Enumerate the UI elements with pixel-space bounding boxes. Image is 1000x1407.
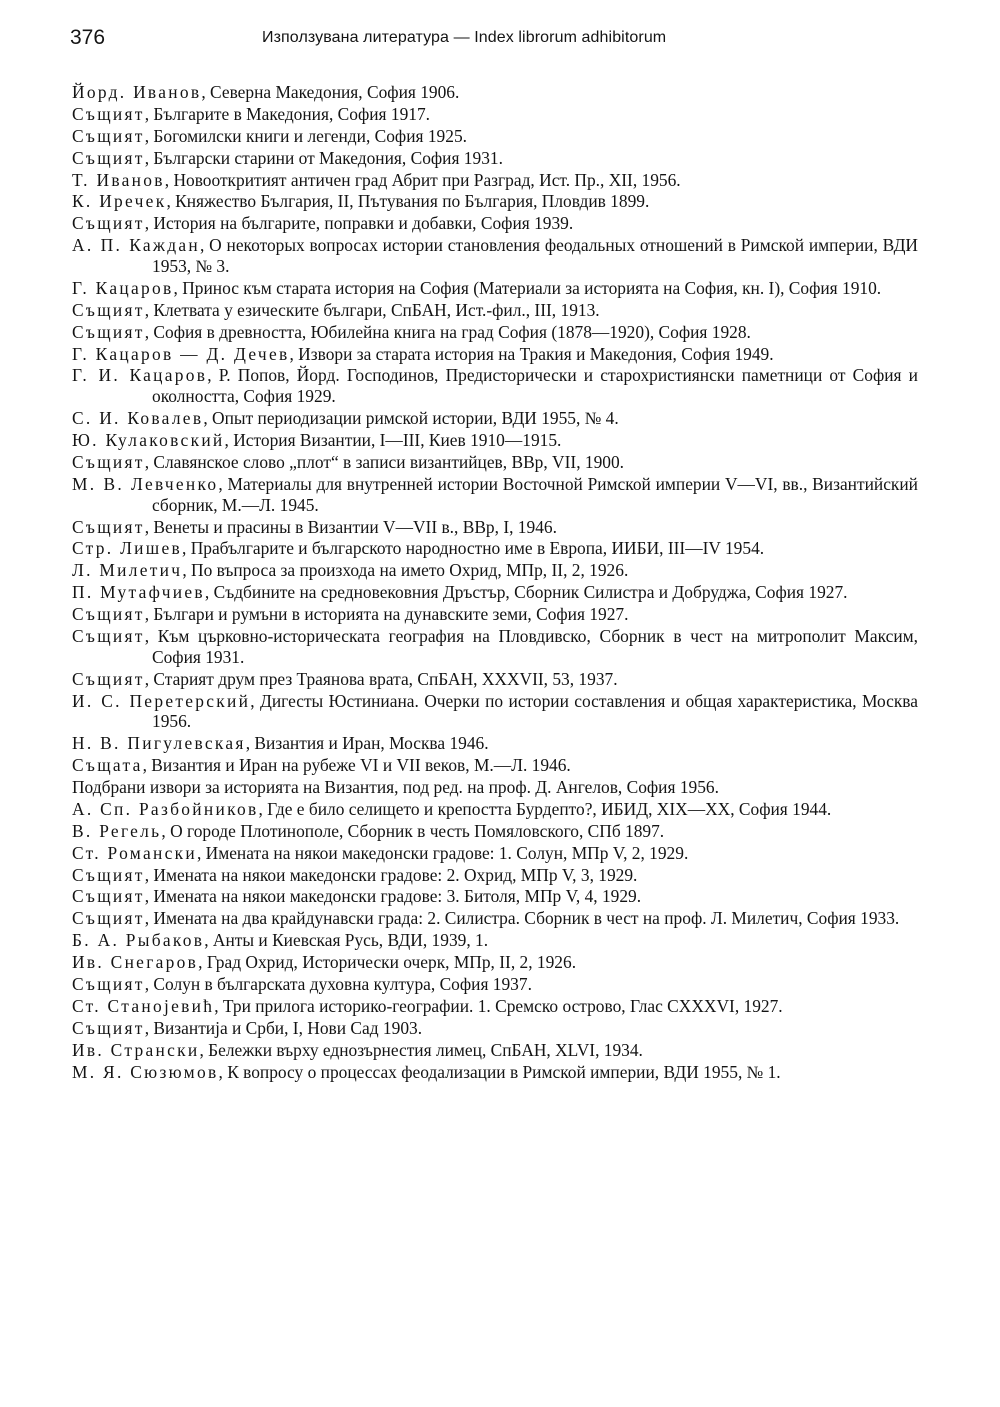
bibliography-entry xyxy=(72,344,918,365)
entry-text: , Византия и Иран на рубеже VI и VII веков, М.—Л. 1946. xyxy=(142,755,571,776)
entry-author: Същият xyxy=(72,451,145,472)
entry-text: , София в древността, Юбилейна книга на град София (1878—1920), София 1928. xyxy=(144,321,751,342)
entry-author: М. Я. Сюзюмов xyxy=(72,1061,219,1082)
entry-text: , Византија и Срби, I, Нови Сад 1903. xyxy=(144,1017,423,1038)
bibliography-entry xyxy=(72,560,918,581)
entry-author: Г. И. Кацаров xyxy=(72,365,208,386)
entry-text: , Клетвата у езическите българи, СпБАН, Ист.-фил., III, 1913. xyxy=(144,299,600,320)
bibliography-entry xyxy=(72,213,918,234)
bibliography-entry xyxy=(72,974,918,995)
entry-text: , Материалы для внутренней истории Восточной Римской империи V—VI, вв., Византийский сборник, М.—Л. 1945. xyxy=(152,473,918,515)
bibliography-entry xyxy=(72,777,918,798)
bibliography-entry xyxy=(72,235,918,277)
entry-author: Ю. Кулаковский xyxy=(72,430,225,451)
entry-text: , Богомилски книги и легенди, София 1925. xyxy=(144,125,467,146)
bibliography-entry xyxy=(72,278,918,299)
bibliography-entry xyxy=(72,517,918,538)
entry-text: , Дигесты Юстиниана. Очерки по истории составления и общая характеристика, Москва 1956. xyxy=(152,690,918,732)
bibliography-entry xyxy=(72,865,918,886)
entry-text: , Имената на някои македонски градове: 3. Битоля, МПр V, 4, 1929. xyxy=(144,886,642,907)
entry-text: , Где е било селището и крепостта Бурдепто?, ИБИД, XIX—XX, София 1944. xyxy=(258,798,832,819)
entry-text: , Р. Попов, Йорд. Господинов, Предисторически и старохристиянски паметници от София и околността, София 1929. xyxy=(152,365,918,407)
bibliography-entry xyxy=(72,1062,918,1083)
bibliography-entry xyxy=(72,843,918,864)
entry-text: , Старият друм през Траянова врата, СпБАН, XXXVII, 53, 1937. xyxy=(144,668,618,689)
entry-author: С. И. Ковалев xyxy=(72,408,204,429)
bibliography-entry xyxy=(72,538,918,559)
bibliography-entry xyxy=(72,82,918,103)
bibliography-entry xyxy=(72,799,918,820)
bibliography-entry xyxy=(72,126,918,147)
entry-author: Ив. Снегаров xyxy=(72,952,199,973)
entry-author: Същата xyxy=(72,755,143,776)
entry-author: А. П. Каждан xyxy=(72,235,200,256)
entry-text: , Имената на някои македонски градове: 2. Охрид, МПр V, 3, 1929. xyxy=(144,864,638,885)
entry-text: , Имената на някои македонски градове: 1. Солун, МПр V, 2, 1929. xyxy=(196,842,689,863)
entry-author: Същият xyxy=(72,125,145,146)
entry-text: , Три прилога историко-географии. 1. Сремско острово, Глас CXXXVI, 1927. xyxy=(214,995,783,1016)
bibliography-entry xyxy=(72,996,918,1017)
entry-author: Стр. Лишев xyxy=(72,538,182,559)
bibliography-entry xyxy=(72,430,918,451)
entry-author: Ст. Станојевић xyxy=(72,995,215,1016)
bibliography-entry xyxy=(72,191,918,212)
page-header xyxy=(70,26,930,54)
entry-author: Същият xyxy=(72,886,145,907)
entry-author: Същият xyxy=(72,516,145,537)
bibliography-entry xyxy=(72,952,918,973)
entry-author: Г. Кацаров — Д. Дечев xyxy=(72,343,290,364)
entry-text: , Български старини от Македония, София 1931. xyxy=(144,147,503,168)
entry-author: В. Регель xyxy=(72,820,162,841)
entry-text: , Северна Македония, София 1906. xyxy=(201,82,460,102)
entry-author: М. В. Левченко xyxy=(72,473,219,494)
entry-author: Л. Милетич xyxy=(72,560,183,581)
entry-author: Ив. Странски xyxy=(72,1039,200,1060)
bibliography-entry xyxy=(72,733,918,754)
entry-author: Същият xyxy=(72,321,145,342)
entry-author: Н. В. Пигулевская xyxy=(72,733,246,754)
entry-text: , История на българите, поправки и добавки, София 1939. xyxy=(144,213,574,234)
entry-text: , Опыт периодизации римской истории, ВДИ 1955, № 4. xyxy=(203,408,619,429)
entry-text: , Към църковно-историческата география на Пловдивско, Сборник в чест на митрополит Максим, София 1931. xyxy=(144,625,918,667)
bibliography-entry xyxy=(72,886,918,907)
entry-text: , Бележки върху еднозърнестия лимец, СпБАН, XLVI, 1934. xyxy=(199,1039,643,1060)
entry-text: , Княжество България, II, Пътувания по България, Пловдив 1899. xyxy=(166,191,650,212)
bibliography-entry xyxy=(72,1018,918,1039)
entry-author: Същият xyxy=(72,864,145,885)
page-number: 376 xyxy=(70,26,106,49)
entry-author: Т. Иванов xyxy=(72,169,165,190)
entry-text: , Българите в Македония, София 1917. xyxy=(144,103,431,124)
entry-text: , Българи и румъни в историята на дунавските земи, София 1927. xyxy=(144,604,629,625)
bibliography-entry xyxy=(72,148,918,169)
bibliography-list xyxy=(72,82,918,1084)
bibliography-entry xyxy=(72,930,918,951)
bibliography-entry xyxy=(72,908,918,929)
bibliography-entry xyxy=(72,365,918,407)
bibliography-entry xyxy=(72,821,918,842)
entry-author: П. Мутафчиев xyxy=(72,582,205,603)
entry-author: Същият xyxy=(72,668,145,689)
entry-text: , Съдбините на средновековния Дръстър, Сборник Силистра и Добруджа, София 1927. xyxy=(204,582,848,603)
entry-author: Йорд. Иванов xyxy=(72,82,202,102)
entry-author: Същият xyxy=(72,213,145,234)
entry-text: Подбрани извори за историята на Византия, под ред. на проф. Д. Ангелов, София 1956. xyxy=(72,777,719,798)
bibliography-entry xyxy=(72,604,918,625)
entry-author: Ст. Романски xyxy=(72,842,197,863)
entry-text: , Прабългарите и българското народностно име в Европа, ИИБИ, III—IV 1954. xyxy=(182,538,765,559)
entry-text: , История Византии, I—III, Киев 1910—1915. xyxy=(224,430,562,451)
entry-author: Същият xyxy=(72,299,145,320)
entry-text: , Имената на два крайдунавски града: 2. Силистра. Сборник в чест на проф. Л. Милетич, София 1933. xyxy=(144,908,900,929)
bibliography-entry xyxy=(72,626,918,668)
bibliography-entry xyxy=(72,300,918,321)
entry-text: , По въпроса за произхода на името Охрид, МПр, II, 2, 1926. xyxy=(182,560,629,581)
bibliography-entry xyxy=(72,474,918,516)
entry-text: , Анты и Киевская Русь, ВДИ, 1939, 1. xyxy=(204,930,489,951)
running-title: Използувана литература — Index librorum adhibitorum xyxy=(262,29,667,46)
entry-author: Г. Кацаров xyxy=(72,277,174,298)
bibliography-entry xyxy=(72,669,918,690)
entry-text: , Византия и Иран, Москва 1946. xyxy=(245,733,489,754)
entry-author: А. Сп. Разбойников xyxy=(72,798,259,819)
bibliography-entry xyxy=(72,104,918,125)
entry-author: И. С. Перетерский xyxy=(72,690,251,711)
entry-author: Същият xyxy=(72,1017,145,1038)
bibliography-entry xyxy=(72,582,918,603)
entry-author: Същият xyxy=(72,908,145,929)
entry-author: Същият xyxy=(72,625,145,646)
entry-text: , Град Охрид, Исторически очерк, МПр, II, 2, 1926. xyxy=(198,952,577,973)
entry-text: , К вопросу о процессах феодализации в Римской империи, ВДИ 1955, № 1. xyxy=(218,1061,781,1082)
entry-text: , Солун в българската духовна култура, София 1937. xyxy=(144,974,532,995)
entry-text: , Принос към старата история на София (Материали за историята на София, кн. I), София 1910. xyxy=(173,277,882,298)
entry-text: , О городе Плотинополе, Сборник в честь Помяловского, СПб 1897. xyxy=(161,820,665,841)
entry-text: , Славянское слово „плот“ в записи византийцев, ВВр, VII, 1900. xyxy=(144,451,625,472)
bibliography-entry xyxy=(72,408,918,429)
entry-text: , Извори за старата история на Тракия и Македония, София 1949. xyxy=(289,343,774,364)
bibliography-entry xyxy=(72,691,918,733)
bibliography-entry xyxy=(72,170,918,191)
bibliography-entry xyxy=(72,1040,918,1061)
entry-author: Същият xyxy=(72,147,145,168)
entry-text: , О некоторых вопросах истории становления феодальных отношений в Римской империи, ВДИ 1953, № 3. xyxy=(152,235,918,277)
bibliography-entry xyxy=(72,452,918,473)
entry-author: К. Иречек xyxy=(72,191,167,212)
entry-author: Същият xyxy=(72,604,145,625)
entry-author: Б. А. Рыбаков xyxy=(72,930,205,951)
entry-author: Същият xyxy=(72,103,145,124)
bibliography-entry xyxy=(72,322,918,343)
entry-text: , Венеты и прасины в Византии V—VII в., ВВр, I, 1946. xyxy=(144,516,557,537)
entry-author: Същият xyxy=(72,974,145,995)
bibliography-entry xyxy=(72,755,918,776)
entry-text: , Новооткритият античен град Абрит при Разград, Ист. Пр., XII, 1956. xyxy=(164,169,681,190)
